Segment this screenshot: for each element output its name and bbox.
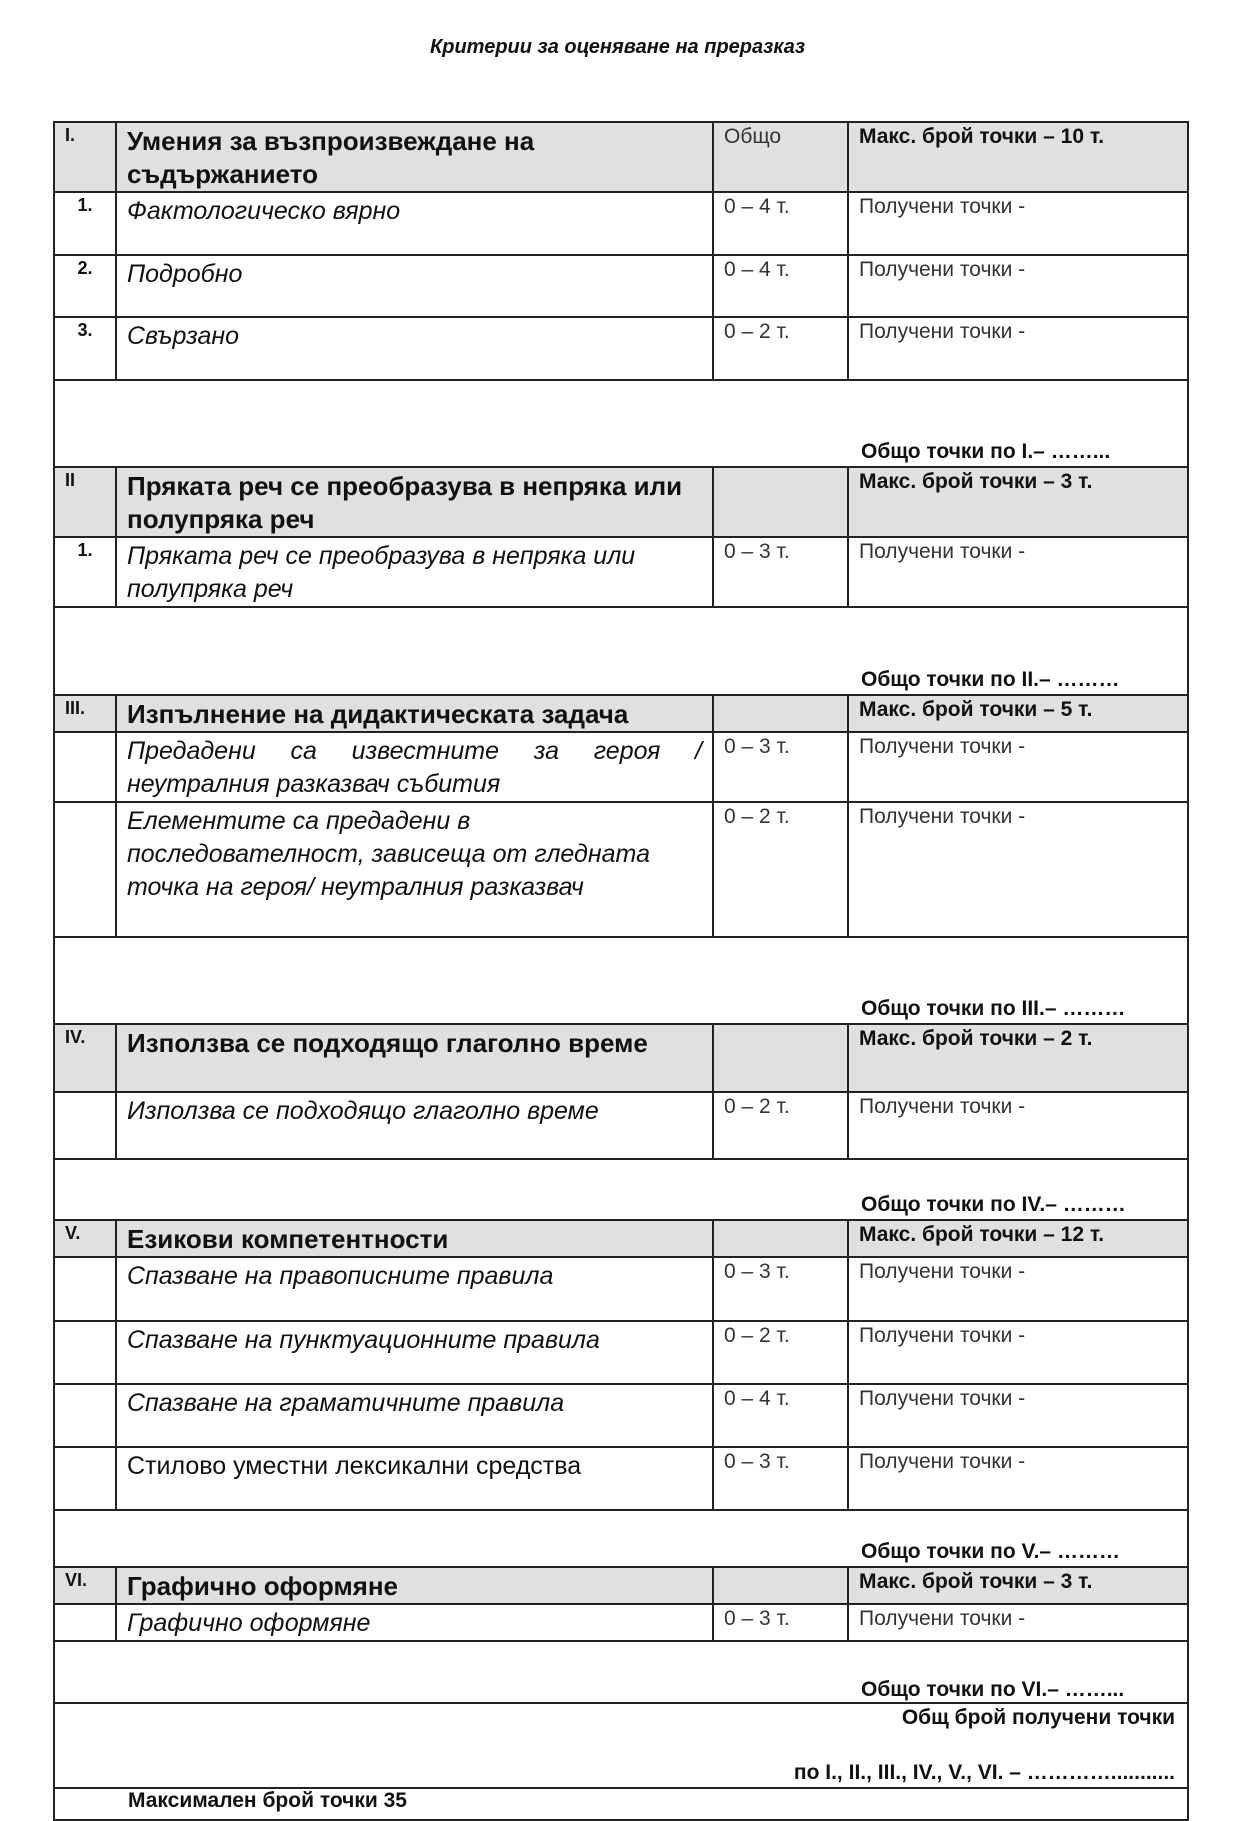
section-header-2 (54, 467, 1188, 537)
section-max-points: Макс. брой точки – 10 т. (848, 122, 1188, 192)
section-range-header: Общо (713, 122, 848, 192)
section-header-6 (54, 1567, 1188, 1604)
criterion-text: Пряката реч се преобразува в непряка или полупряка реч (116, 537, 713, 607)
criterion-row (54, 1092, 1188, 1159)
section-number: III. (54, 695, 116, 732)
grand-total-label: Общ брой получени точки (901, 1706, 1175, 1729)
criterion-number (54, 1092, 116, 1159)
section-total[interactable]: Общо точки по I.– ……... (861, 440, 1111, 463)
criterion-range: 0 – 2 т. (713, 1321, 848, 1384)
section-total[interactable]: Общо точки по IV.– ……… (861, 1193, 1126, 1216)
criterion-text: Стилово уместни лексикални средства (116, 1447, 713, 1510)
criterion-number (54, 1321, 116, 1384)
section-header-4 (54, 1024, 1188, 1092)
section-title: Изпълнение на дидактическата задача (116, 695, 713, 732)
section-header-3 (54, 695, 1188, 732)
criterion-row (54, 255, 1188, 317)
criterion-number: 1. (54, 537, 116, 607)
criterion-range: 0 – 2 т. (713, 1092, 848, 1159)
criterion-row (54, 1447, 1188, 1510)
section-range-header (713, 1567, 848, 1604)
section-total-row (54, 1159, 1188, 1220)
section-header-1 (54, 122, 1188, 192)
criterion-row (54, 1257, 1188, 1321)
received-points-field[interactable]: Получени точки - (848, 1384, 1188, 1447)
section-range-header (713, 1024, 848, 1092)
criterion-number (54, 1257, 116, 1321)
criterion-row (54, 537, 1188, 607)
section-max-points: Макс. брой точки – 3 т. (848, 1567, 1188, 1604)
section-title: Графично оформяне (116, 1567, 713, 1604)
criterion-number (54, 802, 116, 937)
section-number: IV. (54, 1024, 116, 1092)
criterion-text: Спазване на граматичните правила (116, 1384, 713, 1447)
received-points-field[interactable]: Получени точки - (848, 802, 1188, 937)
section-total-row (54, 1510, 1188, 1567)
criterion-row (54, 317, 1188, 380)
criterion-row (54, 1384, 1188, 1447)
received-points-field[interactable]: Получени точки - (848, 255, 1188, 317)
grand-total-field[interactable]: по I., II., III., IV., V., VI. – …………........... (793, 1761, 1175, 1784)
criterion-number: 3. (54, 317, 116, 380)
section-number: I. (54, 122, 116, 192)
criterion-range: 0 – 3 т. (713, 537, 848, 607)
criterion-number (54, 1447, 116, 1510)
criterion-range: 0 – 4 т. (713, 1384, 848, 1447)
section-header-5 (54, 1220, 1188, 1257)
criterion-number: 2. (54, 255, 116, 317)
criterion-text: Спазване на пунктуационните правила (116, 1321, 713, 1384)
criterion-text: Графично оформяне (116, 1604, 713, 1641)
criterion-row (54, 802, 1188, 937)
criterion-range: 0 – 3 т. (713, 732, 848, 802)
section-title: Пряката реч се преобразува в непряка или полупряка реч (116, 467, 713, 537)
received-points-field[interactable]: Получени точки - (848, 1604, 1188, 1641)
criterion-range: 0 – 3 т. (713, 1604, 848, 1641)
received-points-field[interactable]: Получени точки - (848, 732, 1188, 802)
criterion-number (54, 732, 116, 802)
received-points-field[interactable]: Получени точки - (848, 1092, 1188, 1159)
criterion-range: 0 – 3 т. (713, 1447, 848, 1510)
criterion-row (54, 1604, 1188, 1641)
section-total[interactable]: Общо точки по V.– ……… (861, 1540, 1120, 1563)
criterion-row (54, 1321, 1188, 1384)
criterion-number (54, 1384, 116, 1447)
section-max-points: Макс. брой точки – 3 т. (848, 467, 1188, 537)
section-title: Езикови компетентности (116, 1220, 713, 1257)
section-max-points: Макс. брой точки – 12 т. (848, 1220, 1188, 1257)
section-total-row (54, 1641, 1188, 1703)
grand-total-row (54, 1703, 1188, 1788)
section-total[interactable]: Общо точки по III.– ……… (861, 997, 1126, 1020)
section-total-row (54, 937, 1188, 1024)
criterion-number: 1. (54, 192, 116, 255)
received-points-field[interactable]: Получени точки - (848, 1447, 1188, 1510)
criterion-range: 0 – 4 т. (713, 255, 848, 317)
criterion-text: Спазване на правописните правила (116, 1257, 713, 1321)
received-points-field[interactable]: Получени точки - (848, 1257, 1188, 1321)
section-max-points: Макс. брой точки – 5 т. (848, 695, 1188, 732)
section-title: Умения за възпроизвеждане на съдържанието (116, 122, 713, 192)
received-points-field[interactable]: Получени точки - (848, 1321, 1188, 1384)
section-number: V. (54, 1220, 116, 1257)
criterion-text: Използва се подходящо глаголно време (116, 1092, 713, 1159)
received-points-field[interactable]: Получени точки - (848, 537, 1188, 607)
criterion-text: Фактологическо вярно (116, 192, 713, 255)
section-total[interactable]: Общо точки по II.– ……… (861, 668, 1120, 691)
section-range-header (713, 467, 848, 537)
criterion-text: Предадени са известните за героя / неутралния разказвач събития (116, 732, 713, 802)
received-points-field[interactable]: Получени точки - (848, 192, 1188, 255)
received-points-field[interactable]: Получени точки - (848, 317, 1188, 380)
criterion-range: 0 – 3 т. (713, 1257, 848, 1321)
criterion-range: 0 – 2 т. (713, 317, 848, 380)
criterion-number (54, 1604, 116, 1641)
document-title: Критерии за оценяване на преразказ (429, 36, 806, 58)
criterion-text: Подробно (116, 255, 713, 317)
criterion-range: 0 – 4 т. (713, 192, 848, 255)
criterion-row (54, 192, 1188, 255)
section-total-row (54, 380, 1188, 467)
section-title: Използва се подходящо глаголно време (116, 1024, 713, 1092)
criterion-text: Елементите са предадени в последователност, зависеща от гледната точка на героя/ неутралния разказвач (116, 802, 713, 937)
criteria-table (53, 121, 1189, 1821)
criterion-range: 0 – 2 т. (713, 802, 848, 937)
section-number: VI. (54, 1567, 116, 1604)
section-total[interactable]: Общо точки по VI.– ……... (861, 1678, 1125, 1701)
section-total-row (54, 607, 1188, 695)
max-total-row (54, 1788, 1188, 1820)
section-range-header (713, 695, 848, 732)
section-max-points: Макс. брой точки – 2 т. (848, 1024, 1188, 1092)
max-total-points: Максимален брой точки 35 (128, 1789, 407, 1812)
section-range-header (713, 1220, 848, 1257)
section-number: II (54, 467, 116, 537)
criterion-text: Свързано (116, 317, 713, 380)
criterion-row (54, 732, 1188, 802)
